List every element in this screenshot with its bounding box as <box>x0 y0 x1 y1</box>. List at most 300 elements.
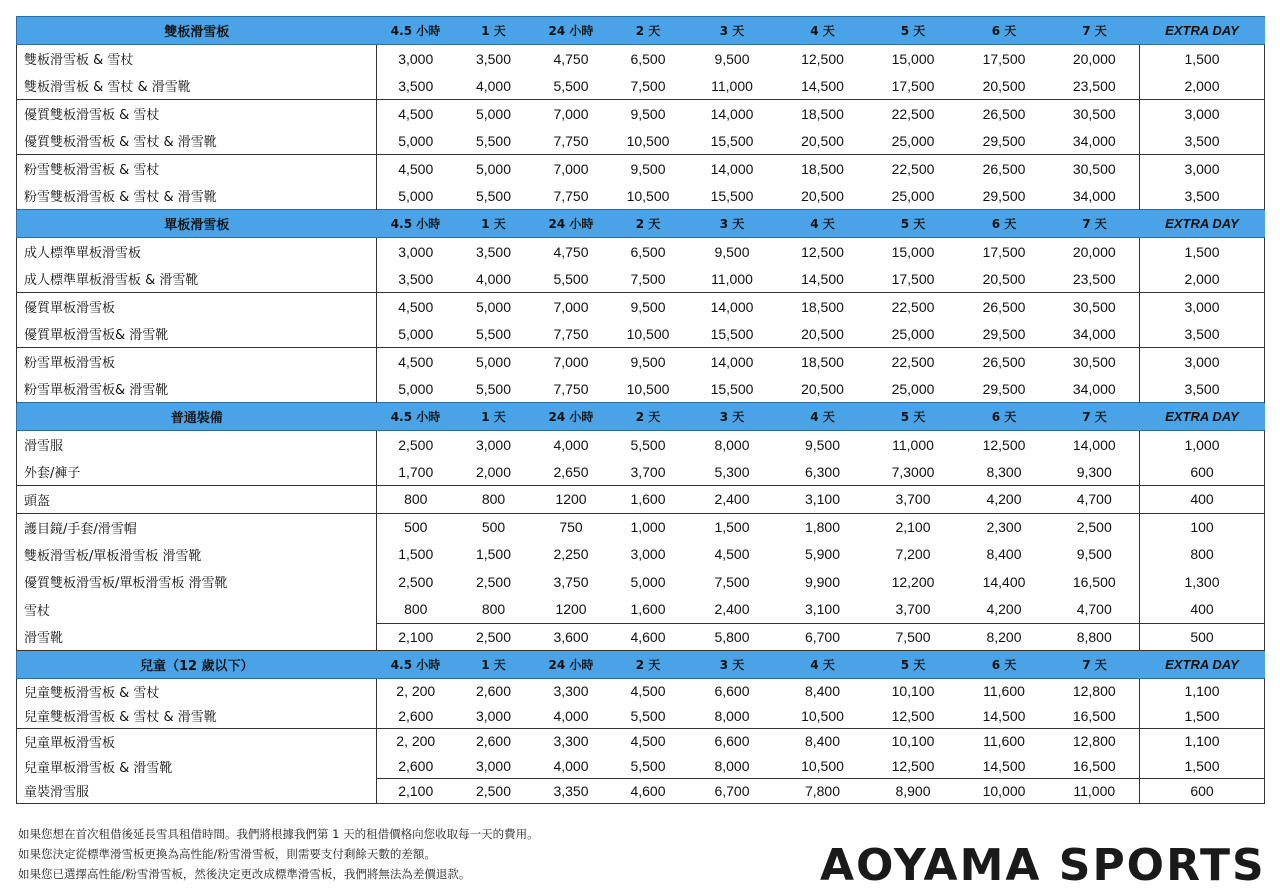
column-header: 4 天 <box>778 210 868 238</box>
price-cell: 8,000 <box>687 431 778 459</box>
price-cell: 26,500 <box>959 348 1050 376</box>
price-cell: 20,000 <box>1050 238 1140 266</box>
price-cell: 6,500 <box>610 238 687 266</box>
extra-day-price: 2,000 <box>1140 72 1265 100</box>
price-row <box>17 623 1265 651</box>
price-cell: 4,750 <box>533 45 610 73</box>
price-cell: 20,500 <box>801 325 844 342</box>
price-cell: 6,500 <box>610 45 687 73</box>
item-name: 滑雪服 <box>17 431 377 459</box>
price-cell: 9,500 <box>610 155 687 183</box>
price-cell: 6,700 <box>778 623 868 651</box>
price-cell: 9,300 <box>1076 463 1112 480</box>
price-row <box>17 375 1265 403</box>
price-cell: 4,000 <box>553 707 589 724</box>
extra-day-price: 3,500 <box>1140 375 1265 403</box>
column-header: 3 天 <box>687 210 778 238</box>
price-cell: 8,000 <box>714 707 750 724</box>
price-cell: 5,000 <box>455 348 533 376</box>
extra-day-price: 500 <box>1140 623 1265 651</box>
item-name: 成人標準單板滑雪板 & 滑雪靴 <box>17 265 377 293</box>
price-cell: 1,700 <box>377 458 455 486</box>
price-cell: 7,500 <box>630 77 666 94</box>
rental-notes <box>18 824 539 884</box>
price-cell: 5,000 <box>455 293 533 321</box>
price-cell: 2,600 <box>455 729 533 754</box>
price-cell: 4,200 <box>959 486 1050 514</box>
item-name: 兒童單板滑雪板 & 滑雪靴 <box>17 754 377 779</box>
price-cell: 7,750 <box>553 132 589 149</box>
price-cell: 11,000 <box>711 270 753 287</box>
price-cell: 5,500 <box>475 325 512 342</box>
price-cell: 5,000 <box>455 100 533 128</box>
price-cell: 8,300 <box>986 463 1022 480</box>
price-cell: 6,600 <box>687 679 778 704</box>
price-cell: 14,000 <box>687 293 778 321</box>
price-cell: 800 <box>481 601 506 617</box>
price-cell: 2,400 <box>714 601 750 617</box>
price-cell: 18,500 <box>778 155 868 183</box>
extra-day-price: 1,500 <box>1140 704 1265 729</box>
price-cell: 7,800 <box>778 779 868 804</box>
price-cell: 17,500 <box>891 77 935 94</box>
price-cell: 16,500 <box>1072 757 1116 774</box>
price-cell: 6,600 <box>687 729 778 754</box>
price-cell: 30,500 <box>1050 155 1140 183</box>
item-name: 童裝滑雪服 <box>17 779 377 804</box>
price-cell: 7,000 <box>533 155 610 183</box>
price-cell: 3,100 <box>778 486 868 514</box>
price-cell: 25,000 <box>891 380 935 397</box>
price-cell: 9,500 <box>1076 546 1112 563</box>
price-cell: 12,500 <box>778 238 868 266</box>
column-header: 3 天 <box>687 403 778 431</box>
item-name: 護目鏡/手套/滑雪帽 <box>17 513 377 541</box>
price-cell: 4,000 <box>553 757 589 774</box>
column-header: 3 天 <box>687 17 778 45</box>
price-cell: 2, 200 <box>377 729 455 754</box>
price-cell: 5,000 <box>455 155 533 183</box>
price-cell: 5,500 <box>553 77 589 94</box>
price-cell: 3,000 <box>475 757 512 774</box>
price-row <box>17 100 1265 128</box>
extra-day-price: 2,000 <box>1140 265 1265 293</box>
column-header: 7 天 <box>1050 17 1140 45</box>
price-cell: 2,500 <box>455 779 533 804</box>
price-cell: 14,000 <box>1050 431 1140 459</box>
price-row <box>17 265 1265 293</box>
column-header: 24 小時 <box>533 403 610 431</box>
price-cell: 800 <box>377 486 455 514</box>
extra-day-price: 1,100 <box>1140 679 1265 704</box>
price-cell: 3,300 <box>533 729 610 754</box>
price-cell: 11,000 <box>1050 779 1140 804</box>
price-cell: 5,900 <box>804 546 841 563</box>
extra-day-price: 400 <box>1140 596 1265 624</box>
price-cell: 4,500 <box>610 729 687 754</box>
column-header: 1 天 <box>455 17 533 45</box>
price-cell: 14,500 <box>801 270 844 287</box>
extra-day-price: 1,000 <box>1140 431 1265 459</box>
price-cell: 9,900 <box>804 573 841 590</box>
price-cell: 4,600 <box>610 623 687 651</box>
price-cell: 12,500 <box>778 45 868 73</box>
price-cell: 3,700 <box>630 463 666 480</box>
price-cell: 14,400 <box>982 573 1026 590</box>
price-cell: 10,000 <box>959 779 1050 804</box>
price-cell: 12,800 <box>1050 729 1140 754</box>
price-cell: 750 <box>533 513 610 541</box>
item-name: 頭盔 <box>17 486 377 514</box>
item-name: 優質單板滑雪板 <box>17 293 377 321</box>
price-cell: 2,300 <box>959 513 1050 541</box>
price-cell: 26,500 <box>959 100 1050 128</box>
price-cell: 1200 <box>533 486 610 514</box>
price-cell: 7,750 <box>553 380 589 397</box>
price-cell: 5,000 <box>377 375 455 403</box>
price-cell: 2,650 <box>553 463 589 480</box>
price-cell: 8,400 <box>778 729 868 754</box>
price-cell: 18,500 <box>778 348 868 376</box>
column-header: 1 天 <box>455 210 533 238</box>
price-cell: 7,500 <box>868 623 959 651</box>
price-cell: 10,500 <box>801 757 844 774</box>
column-header: 5 天 <box>868 651 959 679</box>
price-cell: 7,750 <box>553 325 589 342</box>
price-cell: 20,500 <box>801 187 844 204</box>
price-cell: 17,500 <box>959 238 1050 266</box>
item-name: 優質單板滑雪板& 滑雪靴 <box>17 320 377 348</box>
price-cell: 7,000 <box>533 348 610 376</box>
price-cell: 3,700 <box>895 601 931 617</box>
column-header: 5 天 <box>868 17 959 45</box>
price-row <box>17 182 1265 210</box>
price-cell: 9,500 <box>778 431 868 459</box>
column-header: 7 天 <box>1050 403 1140 431</box>
column-header: 6 天 <box>959 403 1050 431</box>
price-cell: 800 <box>377 596 455 624</box>
price-cell: 3,300 <box>533 679 610 704</box>
price-cell: 2,000 <box>475 463 512 480</box>
price-cell: 20,000 <box>1050 45 1140 73</box>
price-cell: 12,500 <box>891 757 935 774</box>
item-name: 粉雪單板滑雪板 <box>17 348 377 376</box>
column-header: 7 天 <box>1050 210 1140 238</box>
column-header: 7 天 <box>1050 651 1140 679</box>
price-cell: 2,500 <box>475 573 512 590</box>
price-cell: 9,500 <box>687 45 778 73</box>
price-cell: 9,500 <box>610 348 687 376</box>
price-cell: 34,000 <box>1072 132 1116 149</box>
price-cell: 5,500 <box>630 757 666 774</box>
extra-day-price: 3,000 <box>1140 348 1265 376</box>
price-cell: 26,500 <box>959 293 1050 321</box>
price-cell: 15,500 <box>710 380 754 397</box>
section-title: 雙板滑雪板 <box>17 17 377 45</box>
price-cell: 12,500 <box>891 707 935 724</box>
extra-day-price: 800 <box>1140 541 1265 569</box>
section-title: 普通裝備 <box>17 403 377 431</box>
column-header-extra-day: EXTRA DAY <box>1140 17 1265 45</box>
item-name: 雪杖 <box>17 596 377 624</box>
price-cell: 9,500 <box>610 100 687 128</box>
price-cell: 2,100 <box>377 623 455 651</box>
column-header: 6 天 <box>959 651 1050 679</box>
price-cell: 10,500 <box>626 325 670 342</box>
column-header: 24 小時 <box>533 651 610 679</box>
price-cell: 2,600 <box>377 704 455 729</box>
price-row <box>17 568 1265 596</box>
price-cell: 20,500 <box>982 270 1026 287</box>
price-cell: 18,500 <box>778 293 868 321</box>
extra-day-price: 3,000 <box>1140 155 1265 183</box>
column-header: 2 天 <box>610 17 687 45</box>
price-cell: 12,200 <box>891 573 935 590</box>
price-cell: 29,500 <box>982 187 1026 204</box>
price-cell: 3,500 <box>455 45 533 73</box>
price-cell: 8,000 <box>714 757 750 774</box>
price-cell: 8,200 <box>959 623 1050 651</box>
extra-day-price: 600 <box>1140 458 1265 486</box>
column-header: 1 天 <box>455 403 533 431</box>
column-header-extra-day: EXTRA DAY <box>1140 403 1265 431</box>
price-row <box>17 729 1265 754</box>
price-cell: 3,500 <box>455 238 533 266</box>
column-header: 2 天 <box>610 210 687 238</box>
price-cell: 30,500 <box>1050 293 1140 321</box>
price-cell: 14,000 <box>687 100 778 128</box>
price-cell: 9,500 <box>687 238 778 266</box>
price-cell: 11,600 <box>959 729 1050 754</box>
price-cell: 4,000 <box>475 270 512 287</box>
price-cell: 25,000 <box>891 325 935 342</box>
price-cell: 1,600 <box>630 601 666 617</box>
column-header: 6 天 <box>959 17 1050 45</box>
item-name: 滑雪靴 <box>17 623 377 651</box>
price-cell: 14,500 <box>801 77 844 94</box>
price-cell: 15,000 <box>868 45 959 73</box>
item-name: 粉雪雙板滑雪板 & 雪杖 & 滑雪靴 <box>17 182 377 210</box>
price-cell: 7,500 <box>714 573 750 590</box>
column-header: 1 天 <box>455 651 533 679</box>
column-header: 4.5 小時 <box>377 651 455 679</box>
price-row <box>17 155 1265 183</box>
section-header-row <box>17 403 1265 431</box>
column-header-extra-day: EXTRA DAY <box>1140 210 1265 238</box>
price-cell: 29,500 <box>982 325 1026 342</box>
price-cell: 10,500 <box>626 132 670 149</box>
price-row <box>17 704 1265 729</box>
price-cell: 3,000 <box>455 431 533 459</box>
column-header: 4 天 <box>778 17 868 45</box>
price-cell: 5,500 <box>553 270 589 287</box>
price-cell: 30,500 <box>1050 348 1140 376</box>
item-name: 優質雙板滑雪板 & 雪杖 <box>17 100 377 128</box>
price-cell: 2,600 <box>377 754 455 779</box>
price-cell: 4,000 <box>533 431 610 459</box>
price-cell: 12,800 <box>1050 679 1140 704</box>
price-cell: 20,500 <box>982 77 1026 94</box>
price-cell: 10,100 <box>868 729 959 754</box>
price-row <box>17 679 1265 704</box>
column-header: 3 天 <box>687 651 778 679</box>
price-row <box>17 779 1265 804</box>
column-header: 4 天 <box>778 651 868 679</box>
price-cell: 4,700 <box>1076 601 1112 617</box>
price-cell: 2,250 <box>553 546 589 563</box>
price-cell: 10,500 <box>801 707 844 724</box>
price-row <box>17 513 1265 541</box>
price-cell: 3,350 <box>533 779 610 804</box>
price-cell: 30,500 <box>1050 100 1140 128</box>
price-cell: 500 <box>455 513 533 541</box>
price-cell: 3,000 <box>377 45 455 73</box>
section-title: 單板滑雪板 <box>17 210 377 238</box>
price-cell: 3,000 <box>475 707 512 724</box>
price-cell: 3,500 <box>377 265 455 293</box>
price-cell: 7,750 <box>553 187 589 204</box>
extra-day-price: 3,500 <box>1140 127 1265 155</box>
price-cell: 25,000 <box>891 187 935 204</box>
price-cell: 7,500 <box>630 270 666 287</box>
price-cell: 1,000 <box>610 513 687 541</box>
extra-day-price: 3,000 <box>1140 293 1265 321</box>
price-cell: 1,800 <box>778 513 868 541</box>
price-cell: 2,600 <box>455 679 533 704</box>
price-cell: 25,000 <box>891 132 935 149</box>
price-cell: 2, 200 <box>377 679 455 704</box>
price-cell: 8,800 <box>1050 623 1140 651</box>
price-cell: 22,500 <box>868 155 959 183</box>
price-row <box>17 238 1265 266</box>
price-row <box>17 127 1265 155</box>
price-row <box>17 596 1265 624</box>
price-cell: 7,000 <box>533 293 610 321</box>
price-cell: 23,500 <box>1072 270 1116 287</box>
price-cell: 4,700 <box>1050 486 1140 514</box>
price-cell: 15,500 <box>710 132 754 149</box>
price-cell: 7,3000 <box>891 463 935 480</box>
price-cell: 2,400 <box>687 486 778 514</box>
price-cell: 14,000 <box>687 155 778 183</box>
price-row <box>17 431 1265 459</box>
price-cell: 8,400 <box>778 679 868 704</box>
item-name: 粉雪雙板滑雪板 & 雪杖 <box>17 155 377 183</box>
price-cell: 1,500 <box>377 541 455 569</box>
price-row <box>17 348 1265 376</box>
column-header: 24 小時 <box>533 210 610 238</box>
price-cell: 22,500 <box>868 348 959 376</box>
column-header: 6 天 <box>959 210 1050 238</box>
price-cell: 14,500 <box>982 757 1026 774</box>
price-cell: 5,500 <box>630 707 666 724</box>
price-cell: 22,500 <box>868 293 959 321</box>
price-cell: 4,500 <box>610 679 687 704</box>
price-cell: 1,500 <box>475 546 512 563</box>
extra-day-price: 600 <box>1140 779 1265 804</box>
item-name: 雙板滑雪板/單板滑雪板 滑雪靴 <box>17 541 377 569</box>
price-cell: 8,900 <box>868 779 959 804</box>
price-cell: 17,500 <box>891 270 935 287</box>
price-cell: 800 <box>455 486 533 514</box>
extra-day-price: 1,300 <box>1140 568 1265 596</box>
price-row <box>17 541 1265 569</box>
price-cell: 29,500 <box>982 380 1026 397</box>
column-header-extra-day: EXTRA DAY <box>1140 651 1265 679</box>
column-header: 2 天 <box>610 651 687 679</box>
price-cell: 10,100 <box>868 679 959 704</box>
price-cell: 12,500 <box>959 431 1050 459</box>
price-cell: 14,000 <box>687 348 778 376</box>
column-header: 5 天 <box>868 403 959 431</box>
price-cell: 3,750 <box>553 573 589 590</box>
item-name: 粉雪單板滑雪板& 滑雪靴 <box>17 375 377 403</box>
price-cell: 5,800 <box>687 623 778 651</box>
section-header-row <box>17 651 1265 679</box>
price-cell: 22,500 <box>868 100 959 128</box>
column-header: 5 天 <box>868 210 959 238</box>
column-header: 4.5 小時 <box>377 403 455 431</box>
price-cell: 34,000 <box>1072 187 1116 204</box>
price-cell: 2,500 <box>1050 513 1140 541</box>
price-cell: 16,500 <box>1072 707 1116 724</box>
price-cell: 5,000 <box>377 320 455 348</box>
item-name: 兒童單板滑雪板 <box>17 729 377 754</box>
extra-day-price: 3,500 <box>1140 320 1265 348</box>
price-cell: 2,100 <box>868 513 959 541</box>
item-name: 優質雙板滑雪板 & 雪杖 & 滑雪靴 <box>17 127 377 155</box>
item-name: 雙板滑雪板 & 雪杖 & 滑雪靴 <box>17 72 377 100</box>
price-cell: 6,300 <box>804 463 841 480</box>
note-line: 如果您已選擇高性能/粉雪滑雪板，然後決定更改成標準滑雪板，我們將無法為差價退款。 <box>18 867 471 881</box>
price-cell: 20,500 <box>801 132 844 149</box>
price-row <box>17 45 1265 73</box>
price-cell: 16,500 <box>1072 573 1116 590</box>
price-cell: 7,000 <box>533 100 610 128</box>
price-cell: 6,700 <box>687 779 778 804</box>
price-cell: 15,000 <box>868 238 959 266</box>
column-header: 4.5 小時 <box>377 17 455 45</box>
price-cell: 10,500 <box>626 187 670 204</box>
column-header: 24 小時 <box>533 17 610 45</box>
item-name: 兒童雙板滑雪板 & 雪杖 & 滑雪靴 <box>17 704 377 729</box>
price-cell: 2,500 <box>377 431 455 459</box>
price-cell: 3,000 <box>630 546 666 563</box>
price-cell: 15,500 <box>710 187 754 204</box>
price-row <box>17 293 1265 321</box>
price-cell: 4,500 <box>377 293 455 321</box>
price-cell: 34,000 <box>1072 325 1116 342</box>
note-line: 如果您想在首次租借後延長雪具租借時間。我們將根據我們第 1 天的租借價格向您收取每一天的費用。 <box>18 827 539 841</box>
price-cell: 500 <box>377 513 455 541</box>
price-cell: 2,500 <box>377 568 455 596</box>
price-cell: 4,500 <box>714 546 750 563</box>
price-cell: 7,200 <box>895 546 931 563</box>
price-cell: 23,500 <box>1072 77 1116 94</box>
price-cell: 4,500 <box>377 155 455 183</box>
item-name: 外套/褲子 <box>17 458 377 486</box>
price-cell: 4,500 <box>377 100 455 128</box>
price-cell: 4,600 <box>610 779 687 804</box>
price-cell: 5,000 <box>630 573 666 590</box>
price-cell: 3,500 <box>377 72 455 100</box>
price-cell: 8,400 <box>986 546 1022 563</box>
section-header-row <box>17 210 1265 238</box>
price-cell: 4,500 <box>377 348 455 376</box>
price-cell: 5,500 <box>475 187 512 204</box>
price-row <box>17 754 1265 779</box>
column-header: 2 天 <box>610 403 687 431</box>
